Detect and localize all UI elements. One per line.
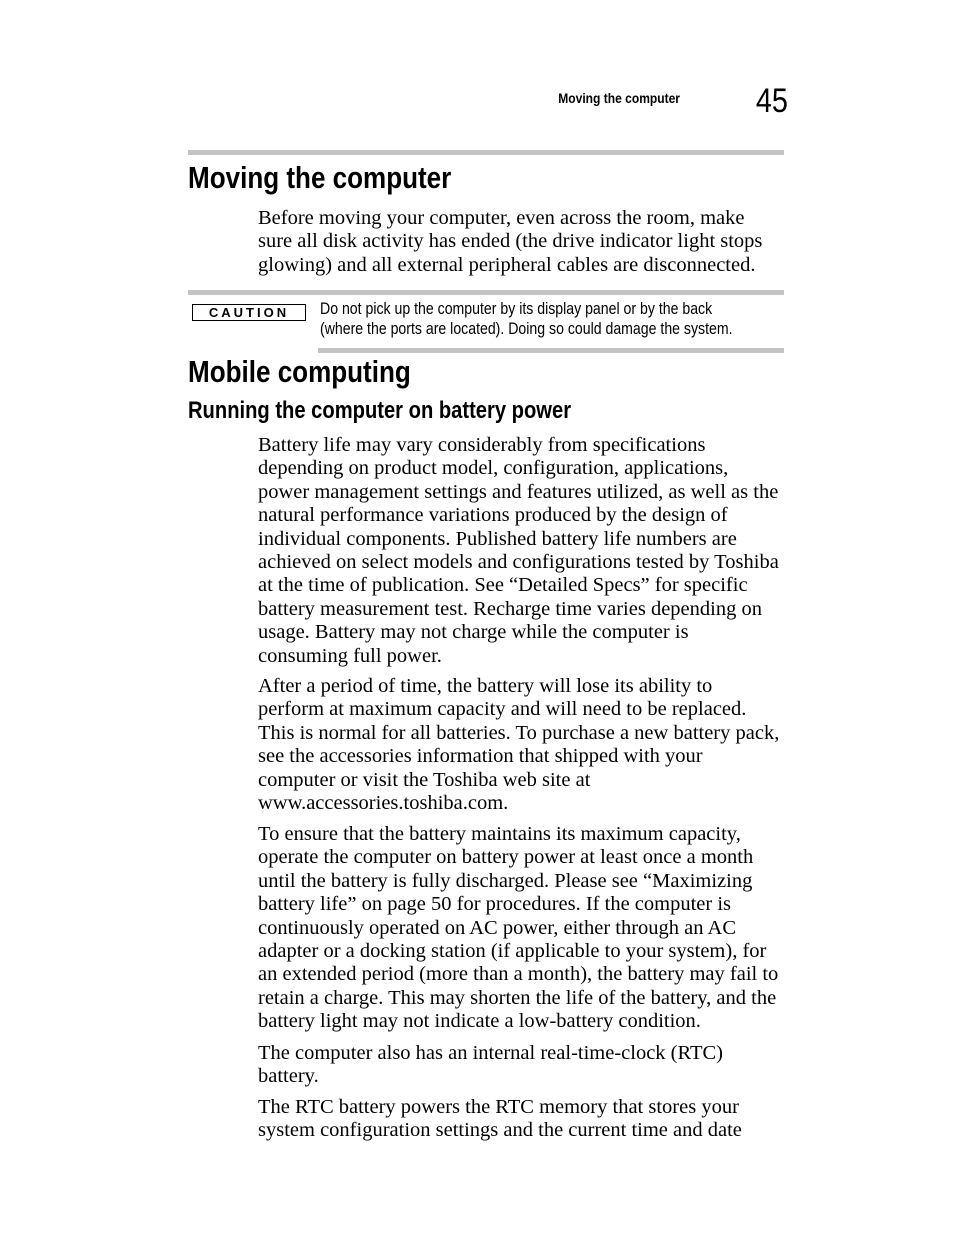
battery-paragraph-1: Battery life may vary considerably from specifications depending on product model, configuration, applications, power management settings and features utilized, as well as the natural performance variations produced by the design of individual components. Published battery life numbers are achieved on select models and configurations tested by Toshiba at the time of publication. See “Detailed Specs” for specific battery measurement test. Recharge time varies depending on usage. Battery may not charge while the computer is consuming full power. — [258, 434, 779, 667]
running-head: Moving the computer — [558, 90, 680, 106]
subsection-title-battery: Running the computer on battery power — [188, 397, 572, 424]
caution-badge: CAUTION — [192, 304, 306, 321]
section-title-mobile: Mobile computing — [188, 354, 411, 389]
battery-paragraph-3: To ensure that the battery maintains its maximum capacity, operate the computer on battery power at least once a month until the battery is fully discharged. Please see “Maximizing battery life” on page 50 for procedures. If the computer is continuously operated on AC power, either through an AC adapter or a docking station (if applicable to your system), for an extended period (more than a month), the battery may fail to retain a charge. This may shorten the life of the battery, and the battery light may not indicate a low-battery condition. — [258, 823, 779, 1033]
caution-text: Do not pick up the computer by its display panel or by the back (where the ports are located). Doing so could damage the system. — [320, 299, 733, 338]
moving-paragraph: Before moving your computer, even across the room, make sure all disk activity has ended (the drive indicator light stops glowing) and all external peripheral cables are disconnected. — [258, 207, 763, 276]
caution-rule-bottom — [318, 348, 784, 353]
section-rule-top — [188, 150, 784, 155]
battery-paragraph-5: The RTC battery powers the RTC memory that stores your system configuration settings and the current time and date — [258, 1096, 742, 1142]
page-number: 45 — [755, 82, 788, 120]
caution-rule-top — [188, 290, 784, 295]
battery-paragraph-4: The computer also has an internal real-time-clock (RTC) battery. — [258, 1042, 723, 1088]
section-title-moving: Moving the computer — [188, 160, 452, 195]
battery-paragraph-2: After a period of time, the battery will lose its ability to perform at maximum capacity and will need to be replaced. This is normal for all batteries. To purchase a new battery pack, see the accessories information that shipped with your computer or visit the Toshiba web site at www.accessories.toshiba.com. — [258, 675, 780, 815]
